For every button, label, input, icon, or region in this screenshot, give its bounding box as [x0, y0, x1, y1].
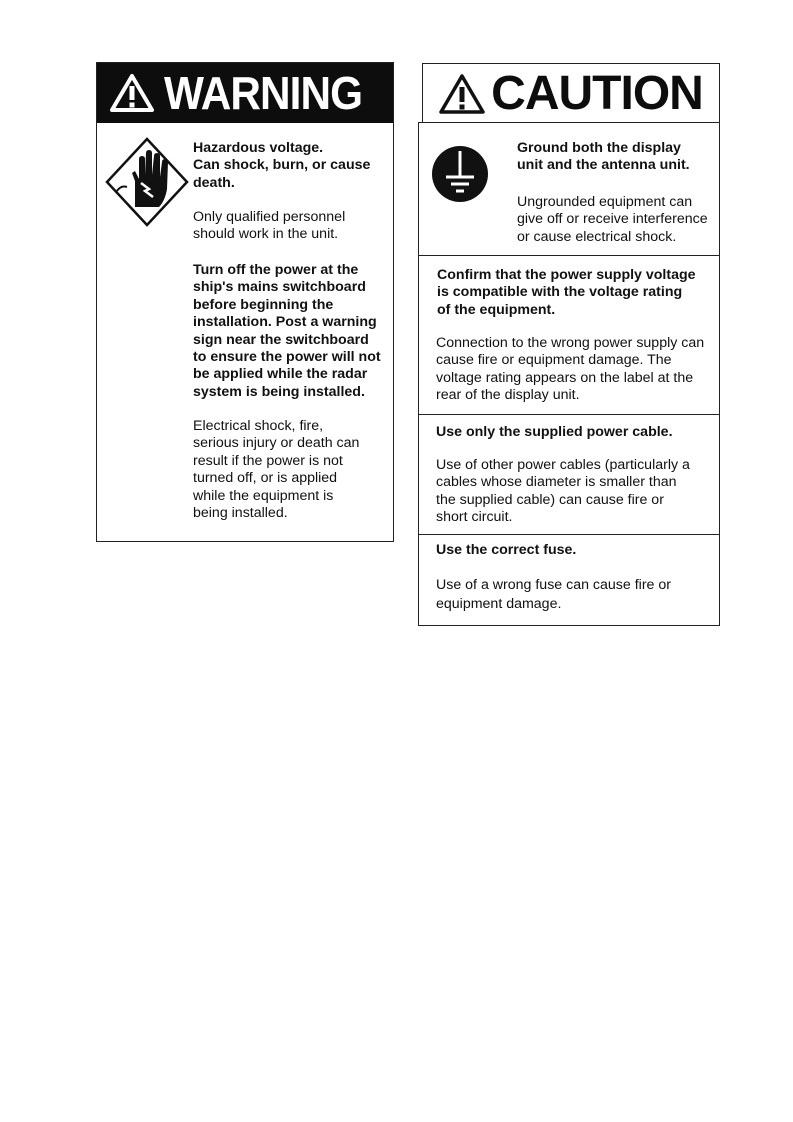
warning-title: WARNING — [164, 67, 363, 119]
text-line: the supplied cable) can cause fire or — [436, 491, 664, 508]
text-line: cables whose diameter is smaller than — [436, 474, 677, 491]
ground-body — [517, 194, 708, 246]
text-line: is compatible with the voltage rating — [437, 284, 683, 301]
hazard-title — [193, 140, 391, 192]
text-line: Use the correct fuse. — [436, 542, 577, 558]
ground-symbol-icon — [431, 145, 489, 203]
turn-off-power-text — [193, 262, 391, 401]
text-line: Confirm that the power supply voltage — [437, 267, 696, 283]
fuse-heading — [436, 542, 576, 559]
ground-heading — [517, 140, 690, 175]
fuse-body — [436, 576, 671, 614]
text-line: ship's mains switchboard — [193, 279, 366, 296]
fuse-section — [419, 535, 719, 625]
caution-header — [423, 64, 719, 123]
text-line: turned off, or is applied — [193, 470, 338, 487]
text-line: before beginning the — [193, 296, 334, 313]
electric-shock-hand-icon — [105, 137, 189, 227]
caution-panel — [418, 122, 720, 626]
text-line: be applied while the radar — [193, 366, 368, 383]
text-line: Turn off the power at the — [193, 262, 359, 278]
qualified-personnel-text — [193, 209, 391, 244]
warning-panel — [96, 62, 394, 542]
voltage-body — [436, 335, 704, 405]
text-line: equipment damage. — [436, 596, 562, 612]
consequence-text — [193, 418, 391, 522]
text-line: installation. Post a warning — [193, 314, 377, 331]
text-line: sign near the switchboard — [193, 331, 369, 348]
text-line: rear of the display unit. — [436, 387, 580, 404]
caution-title: CAUTION — [491, 67, 703, 120]
text-line: Electrical shock, fire, — [193, 418, 324, 434]
text-line: result if the power is not — [193, 452, 343, 469]
voltage-heading — [437, 267, 696, 319]
text-line: while the equipment is — [193, 487, 334, 504]
warning-header — [97, 63, 393, 123]
text-line: of the equipment. — [437, 301, 556, 318]
text-line: to ensure the power will not — [193, 349, 381, 366]
text-line: Use of other power cables (particularly a — [436, 457, 690, 473]
text-line: Hazardous voltage. — [193, 140, 324, 156]
cable-body — [436, 457, 690, 527]
voltage-section — [419, 256, 719, 415]
text-line: should work in the unit. — [193, 226, 339, 243]
caution-triangle-icon — [439, 73, 485, 115]
text-line: voltage rating appears on the label at the — [436, 369, 694, 386]
caution-header-panel — [422, 63, 720, 123]
power-cable-section — [419, 415, 719, 535]
cable-heading — [436, 424, 673, 441]
text-line: Ground both the display — [517, 140, 681, 156]
text-line: give off or receive interference — [517, 211, 708, 228]
text-line: or cause electrical shock. — [517, 228, 677, 245]
text-line: system is being installed. — [193, 383, 365, 400]
text-line: Connection to the wrong power supply can — [436, 335, 705, 351]
text-line: Use only the supplied power cable. — [436, 424, 673, 440]
text-line: short circuit. — [436, 509, 513, 526]
text-line: unit and the antenna unit. — [517, 157, 690, 174]
warning-triangle-icon — [110, 73, 154, 113]
text-line: death. — [193, 174, 235, 191]
text-line: Can shock, burn, or cause — [193, 157, 371, 174]
text-line: Use of a wrong fuse can cause fire or — [436, 577, 672, 593]
text-line: Ungrounded equipment can — [517, 194, 693, 210]
text-line: serious injury or death can — [193, 435, 360, 452]
text-line: Only qualified personnel — [193, 209, 346, 225]
ground-section — [419, 123, 719, 256]
text-line: being installed. — [193, 505, 288, 522]
text-line: cause fire or equipment damage. The — [436, 352, 672, 369]
